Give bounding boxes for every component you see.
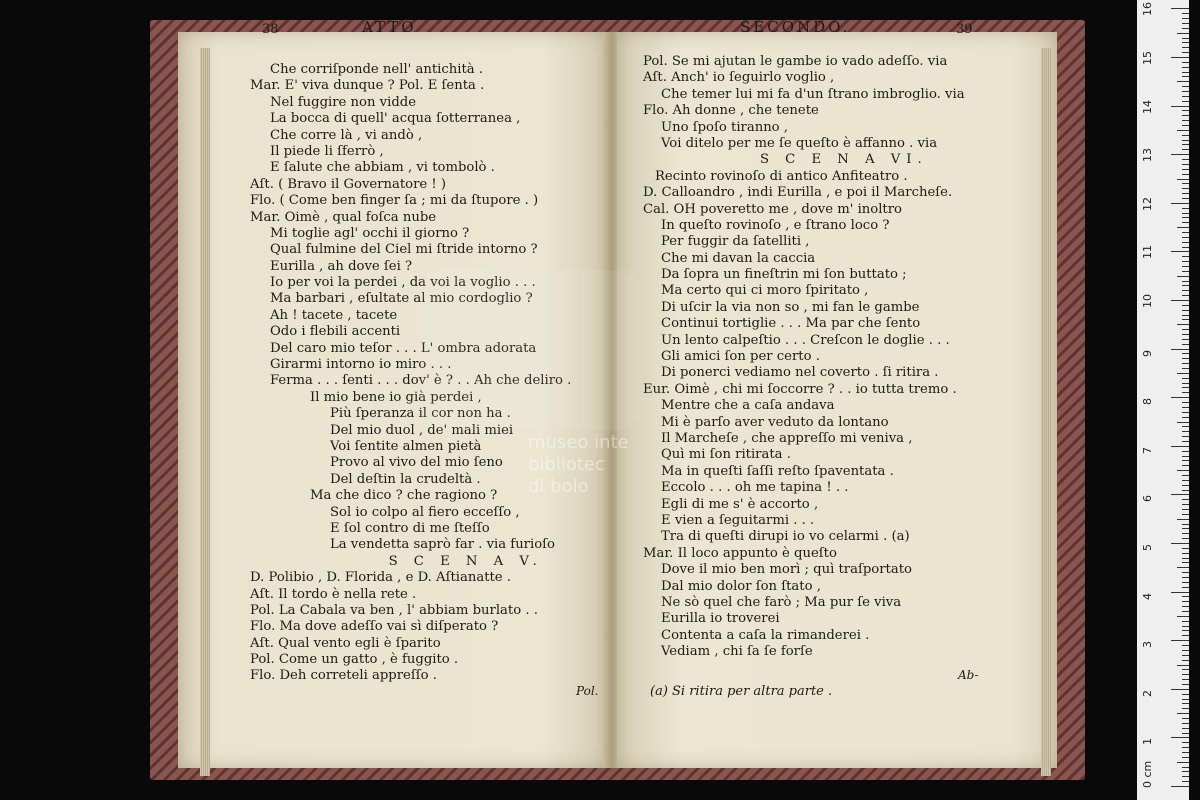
ruler-tick	[1182, 188, 1189, 189]
text-line: Che temer lui mi fa d'un ſtrano imbroglio. via	[661, 86, 965, 102]
text-line: Pol. Se mi ajutan le gambe io vado adeſſo. via	[643, 54, 948, 69]
ruler-tick	[1182, 217, 1189, 218]
ruler-tick	[1182, 679, 1189, 680]
ruler-label: 1	[1141, 738, 1154, 746]
text-line: Mar. Oimè , qual foſca nube	[250, 209, 437, 225]
text-line: Aſt. Qual vento egli è ſparito	[250, 635, 441, 651]
text-line: S C E N A VI.	[759, 152, 928, 168]
ruler-tick	[1171, 251, 1189, 252]
left-page-header: ATTO	[362, 18, 417, 36]
ruler-unit-label: 0 cm	[1141, 760, 1154, 788]
ruler-tick	[1182, 490, 1189, 491]
ruler-tick	[1182, 363, 1189, 364]
ruler-tick	[1182, 18, 1189, 19]
ruler-tick	[1182, 13, 1189, 14]
ruler-tick	[1182, 538, 1189, 539]
text-line: Mentre che a caſa andava	[661, 398, 835, 414]
ruler-tick	[1182, 358, 1189, 359]
ruler-label: 2	[1141, 689, 1154, 697]
ruler-tick	[1182, 120, 1189, 121]
ruler-tick	[1182, 271, 1189, 272]
ruler-tick	[1182, 771, 1189, 772]
ruler-tick	[1182, 742, 1189, 743]
ruler-tick	[1182, 72, 1189, 73]
ruler-tick	[1177, 519, 1189, 520]
ruler-tick	[1182, 319, 1189, 320]
text-line: Aſt. ( Bravo il Governatore ! )	[250, 176, 447, 192]
watermark-line: di bolo	[528, 476, 589, 497]
text-line: D. Calloandro , indi Eurilla , e poi il Marcheſe.	[643, 185, 953, 201]
ruler-tick	[1182, 606, 1189, 607]
ruler-label: 9	[1141, 349, 1154, 357]
ruler-tick	[1182, 402, 1189, 403]
ruler-tick	[1182, 242, 1189, 243]
ruler-tick	[1171, 154, 1189, 155]
text-line: Vediam , chi ſa ſe forſe	[661, 644, 813, 660]
ruler-tick	[1171, 397, 1189, 398]
ruler-tick	[1182, 431, 1189, 432]
ruler-tick	[1182, 611, 1189, 612]
ruler-tick	[1182, 159, 1189, 160]
text-line: Più ſperanza il cor non ha .	[330, 406, 511, 422]
text-line: Tra di queſti dirupi io vo celarmi . (a)	[661, 529, 910, 545]
ruler-tick	[1182, 164, 1189, 165]
ruler-tick	[1182, 669, 1189, 670]
ruler-tick	[1182, 378, 1189, 379]
ruler-tick	[1182, 237, 1189, 238]
ruler-tick	[1182, 28, 1189, 29]
ruler-tick	[1182, 441, 1189, 442]
ruler-tick	[1182, 703, 1189, 704]
ruler-tick	[1182, 733, 1189, 734]
ruler-label: 16	[1141, 2, 1154, 17]
ruler-tick	[1182, 587, 1189, 588]
ruler-tick	[1182, 417, 1189, 418]
ruler-tick	[1177, 227, 1189, 228]
ruler-tick	[1182, 368, 1189, 369]
ruler-tick	[1182, 776, 1189, 777]
ruler-tick	[1182, 460, 1189, 461]
ruler-tick	[1182, 183, 1189, 184]
text-line: Flo. Deh correteli appreſſo .	[250, 668, 437, 684]
ruler-tick	[1182, 169, 1189, 170]
right-catchword: Ab-	[958, 668, 979, 682]
ruler-tick	[1182, 149, 1189, 150]
ruler-tick	[1182, 266, 1189, 267]
text-line: Il piede li ſferrò ,	[270, 143, 384, 159]
ruler-tick	[1171, 57, 1189, 58]
ruler-tick	[1182, 310, 1189, 311]
text-line: Ma barbari , eſultate al mio cordoglio ?	[270, 291, 533, 307]
ruler-tick	[1182, 562, 1189, 563]
ruler-tick	[1182, 62, 1189, 63]
text-line: Il Marcheſe , che appreſſo mi veniva ,	[661, 430, 913, 446]
text-line: Eur. Oimè , chi mi ſoccorre ? . . io tutta tremo .	[643, 381, 957, 397]
watermark-line: museo inte	[528, 432, 629, 453]
ruler-tick	[1182, 334, 1189, 335]
ruler-tick	[1182, 601, 1189, 602]
ruler-tick	[1177, 276, 1189, 277]
ruler-tick	[1182, 577, 1189, 578]
ruler-tick	[1182, 135, 1189, 136]
ruler-tick	[1182, 339, 1189, 340]
text-line: Del deſtin la crudeltà .	[330, 471, 481, 487]
ruler-tick	[1182, 247, 1189, 248]
left-page-edge	[200, 48, 210, 776]
ruler-label: 13	[1141, 148, 1154, 163]
text-line: Cal. OH poveretto me , dove m' inoltro	[643, 201, 902, 217]
ruler-tick	[1182, 752, 1189, 753]
ruler-tick	[1182, 635, 1189, 636]
ruler-tick	[1182, 451, 1189, 452]
ruler-tick	[1182, 76, 1189, 77]
ruler-tick	[1182, 295, 1189, 296]
ruler-label: 3	[1141, 641, 1154, 649]
ruler-tick	[1182, 86, 1189, 87]
right-page-header: SECONDO.	[740, 18, 851, 36]
ruler-label: 4	[1141, 592, 1154, 600]
text-line: Flo. ( Come ben finger ſa ; mi da ſtupore . )	[250, 193, 539, 209]
ruler-tick	[1182, 222, 1189, 223]
ruler-tick	[1182, 101, 1189, 102]
text-line: Ne sò quel che farò ; Ma pur ſe viva	[661, 594, 902, 610]
text-line: Recinto rovinoſo di antico Anfiteatro .	[655, 168, 908, 184]
ruler-tick	[1177, 713, 1189, 714]
text-line: Ma in queſti ſaſſi reſto ſpaventata .	[661, 463, 894, 479]
text-line: Sol io colpo al fiero ecceſſo ,	[330, 504, 520, 520]
ruler-tick	[1171, 640, 1189, 641]
ruler-tick	[1177, 324, 1189, 325]
text-line: Egli di me s' è accorto ,	[661, 496, 819, 512]
watermark-line: bibliotec	[528, 454, 605, 475]
right-page-text	[643, 54, 965, 660]
ruler-tick	[1182, 426, 1189, 427]
ruler-tick	[1182, 38, 1189, 39]
text-line: Mar. E' viva dunque ? Pol. E ſenta .	[250, 78, 485, 94]
ruler-tick	[1177, 33, 1189, 34]
text-line: Voi ditelo per me ſe queſto è affanno . via	[661, 135, 938, 151]
ruler-tick	[1182, 213, 1189, 214]
ruler-tick	[1182, 694, 1189, 695]
text-line: Eurilla , ah dove ſei ?	[270, 258, 413, 274]
text-line: Mar. Il loco appunto è queſto	[643, 545, 837, 561]
text-line: Che corriſponde nell' antichità .	[270, 62, 483, 77]
ruler-tick	[1182, 655, 1189, 656]
ruler-tick	[1182, 718, 1189, 719]
ruler-tick	[1182, 281, 1189, 282]
ruler-tick	[1182, 533, 1189, 534]
text-line: Che mi davan la caccia	[661, 250, 816, 266]
ruler-tick	[1182, 660, 1189, 661]
text-line: D. Polibio , D. Florida , e D. Aſtianatte .	[250, 570, 511, 586]
text-line: Odo i flebili accenti	[270, 324, 401, 340]
text-line: Un lento calpeſtio . . . Creſcon le doglie . . .	[661, 332, 950, 348]
ruler-tick	[1182, 110, 1189, 111]
ruler-tick	[1182, 140, 1189, 141]
text-line: Quì mi ſon ritirata .	[661, 447, 791, 463]
ruler-tick	[1182, 596, 1189, 597]
text-line: Ah ! tacete , tacete	[270, 307, 398, 323]
ruler-tick	[1182, 261, 1189, 262]
ruler-tick	[1182, 626, 1189, 627]
text-line: Del mio duol , de' mali miei	[330, 422, 514, 438]
text-line: La bocca di quell' acqua ſotterranea ,	[270, 111, 521, 127]
ruler-tick	[1182, 728, 1189, 729]
ruler-tick	[1177, 470, 1189, 471]
ruler-tick	[1182, 392, 1189, 393]
left-page-number: 38	[262, 22, 279, 37]
text-line: Provo al vivo del mio ſeno	[330, 455, 503, 471]
text-line: La vendetta saprò far . via furioſo	[330, 537, 555, 553]
ruler-tick	[1182, 193, 1189, 194]
ruler-tick	[1177, 81, 1189, 82]
ruler-label: 6	[1141, 495, 1154, 503]
text-line: S C E N A V.	[388, 553, 543, 569]
right-page-edge	[1041, 48, 1051, 776]
ruler-tick	[1177, 665, 1189, 666]
text-line: Di ponerci vediamo nel coverto . ſi ritira .	[661, 365, 939, 381]
ruler-tick	[1182, 572, 1189, 573]
ruler-tick	[1171, 592, 1189, 593]
text-line: Eurilla io troverei	[661, 611, 780, 627]
ruler-tick	[1182, 621, 1189, 622]
text-line: Del caro mio teſor . . . L' ombra adorata	[270, 340, 537, 356]
ruler-tick	[1182, 305, 1189, 306]
text-line: Eccolo . . . oh me tapina ! . .	[661, 480, 849, 496]
ruler-tick	[1182, 723, 1189, 724]
text-line: E ſalute che abbiam , vi tombolò .	[270, 160, 495, 176]
ruler-label: 12	[1141, 196, 1154, 211]
ruler-tick	[1182, 528, 1189, 529]
ruler-tick	[1171, 203, 1189, 204]
ruler-tick	[1182, 42, 1189, 43]
ruler-tick	[1177, 130, 1189, 131]
ruler-label: 10	[1141, 294, 1154, 308]
text-line: Flo. Ah donne , che tenete	[643, 103, 819, 119]
ruler-tick	[1182, 699, 1189, 700]
text-line: Flo. Ma dove adeſſo vai sì diſperato ?	[250, 619, 499, 635]
ruler-tick	[1182, 548, 1189, 549]
ruler-tick	[1182, 504, 1189, 505]
ruler-tick	[1182, 650, 1189, 651]
ruler-tick	[1182, 781, 1189, 782]
ruler-tick	[1182, 315, 1189, 316]
ruler-tick	[1182, 115, 1189, 116]
footnote: (a) Si ritira per altra parte .	[650, 684, 833, 699]
measuring-ruler	[1137, 0, 1189, 800]
text-line: Nel fuggire non vidde	[270, 94, 417, 110]
ruler-tick	[1182, 232, 1189, 233]
text-line: Girarmi intorno io miro . . .	[270, 357, 452, 373]
ruler-tick	[1182, 208, 1189, 209]
ruler-tick	[1182, 485, 1189, 486]
ruler-tick	[1182, 290, 1189, 291]
ruler-tick	[1182, 747, 1189, 748]
ruler-tick	[1182, 52, 1189, 53]
text-line: Pol. Come un gatto , è fuggito .	[250, 652, 459, 668]
ruler-tick	[1182, 67, 1189, 68]
ruler-tick	[1182, 285, 1189, 286]
ruler-tick	[1182, 465, 1189, 466]
text-line: Contenta a caſa la rimanderei .	[661, 627, 870, 643]
ruler-tick	[1182, 708, 1189, 709]
text-line: Aſt. Anch' io ſeguirlo voglio ,	[643, 70, 835, 86]
ruler-tick	[1182, 96, 1189, 97]
ruler-tick	[1171, 349, 1189, 350]
ruler-tick	[1182, 475, 1189, 476]
text-line: E ſol contro di me ſteſſo	[330, 520, 490, 536]
ruler-tick	[1182, 407, 1189, 408]
ruler-label: 5	[1141, 544, 1154, 551]
ruler-tick	[1171, 106, 1189, 107]
ruler-tick	[1171, 543, 1189, 544]
ruler-label: 14	[1141, 99, 1154, 114]
ruler-tick	[1171, 300, 1189, 301]
ruler-tick	[1182, 329, 1189, 330]
ruler-tick	[1182, 47, 1189, 48]
ruler-tick	[1182, 767, 1189, 768]
ruler-label: 7	[1141, 446, 1154, 454]
text-line: Dove il mio ben morì ; quì traſportato	[661, 562, 912, 578]
ruler-tick	[1182, 524, 1189, 525]
text-line: Che corre là , vi andò ,	[270, 127, 423, 143]
text-line: Qual fulmine del Ciel mi ſtride intorno ?	[270, 242, 538, 258]
ruler-tick	[1182, 198, 1189, 199]
ruler-tick	[1182, 456, 1189, 457]
ruler-tick	[1177, 179, 1189, 180]
ruler-tick	[1182, 645, 1189, 646]
text-line: Ferma . . . ſenti . . . dov' è ? . . Ah che deliro .	[270, 373, 572, 389]
text-line: Per fuggir da ſatelliti ,	[661, 234, 810, 250]
ruler-tick	[1182, 174, 1189, 175]
ruler-tick	[1171, 8, 1189, 9]
ruler-tick	[1171, 786, 1189, 787]
left-catchword: Pol.	[576, 684, 599, 698]
text-line: Continui tortiglie . . . Ma par che ſento	[661, 316, 921, 332]
text-line: Di uſcir la via non so , mi fan le gambe	[661, 299, 920, 315]
text-line: Voi ſentite almen pietà	[330, 438, 482, 454]
ruler-tick	[1182, 757, 1189, 758]
text-line: Aſt. Il tordo è nella rete .	[250, 586, 417, 602]
ruler-tick	[1182, 480, 1189, 481]
ruler-label: 8	[1141, 398, 1154, 406]
ruler-tick	[1182, 412, 1189, 413]
ruler-tick	[1182, 558, 1189, 559]
text-line: Pol. La Cabala va ben , l' abbiam burlato . .	[250, 602, 538, 618]
text-line: Ma certo qui ci moro ſpiritato ,	[661, 283, 869, 299]
ruler-tick	[1182, 125, 1189, 126]
text-line: Ma che dico ? che ragiono ?	[310, 488, 498, 504]
text-line: Uno ſpoſo tiranno ,	[661, 119, 789, 135]
text-line: Gli amici ſon per certo .	[661, 349, 820, 365]
ruler-tick	[1171, 689, 1189, 690]
ruler-tick	[1182, 630, 1189, 631]
text-line: Il mio bene io già perdei ,	[310, 389, 482, 405]
ruler-tick	[1182, 344, 1189, 345]
text-line: Dal mio dolor ſon ſtato ,	[661, 578, 821, 594]
ruler-tick	[1182, 509, 1189, 510]
text-line: E vien a ſeguitarmi . . .	[661, 512, 815, 528]
ruler-tick	[1177, 567, 1189, 568]
text-line: Mi toglie agl' occhi il giorno ?	[270, 225, 470, 241]
ruler-tick	[1182, 383, 1189, 384]
ruler-tick	[1182, 499, 1189, 500]
ruler-tick	[1177, 373, 1189, 374]
ruler-tick	[1177, 422, 1189, 423]
text-line: In queſto rovinoſo , e ſtrano loco ?	[661, 217, 890, 233]
ruler-tick	[1182, 353, 1189, 354]
ruler-tick	[1182, 256, 1189, 257]
ruler-tick	[1182, 436, 1189, 437]
ruler-tick	[1182, 553, 1189, 554]
ruler-tick	[1182, 23, 1189, 24]
watermark-text	[528, 432, 629, 498]
ruler-tick	[1177, 616, 1189, 617]
right-page-number: 39	[956, 22, 973, 37]
ruler-tick	[1177, 762, 1189, 763]
text-line: Da ſopra un fineſtrin mi ſon buttato ;	[661, 267, 907, 283]
ruler-tick	[1171, 737, 1189, 738]
text-line: Mi è parſo aver veduto da lontano	[661, 414, 889, 430]
ruler-tick	[1182, 674, 1189, 675]
ruler-label: 15	[1141, 51, 1154, 65]
ruler-tick	[1182, 144, 1189, 145]
ruler-tick	[1182, 582, 1189, 583]
ruler-tick	[1171, 446, 1189, 447]
watermark-logo	[420, 270, 640, 430]
ruler-tick	[1182, 514, 1189, 515]
ruler-label: 11	[1141, 245, 1154, 260]
ruler-tick	[1182, 91, 1189, 92]
ruler-tick	[1171, 494, 1189, 495]
ruler-tick	[1182, 387, 1189, 388]
text-line: Io per voi la perdei , da voi la voglio . . .	[270, 275, 536, 291]
ruler-tick	[1182, 684, 1189, 685]
